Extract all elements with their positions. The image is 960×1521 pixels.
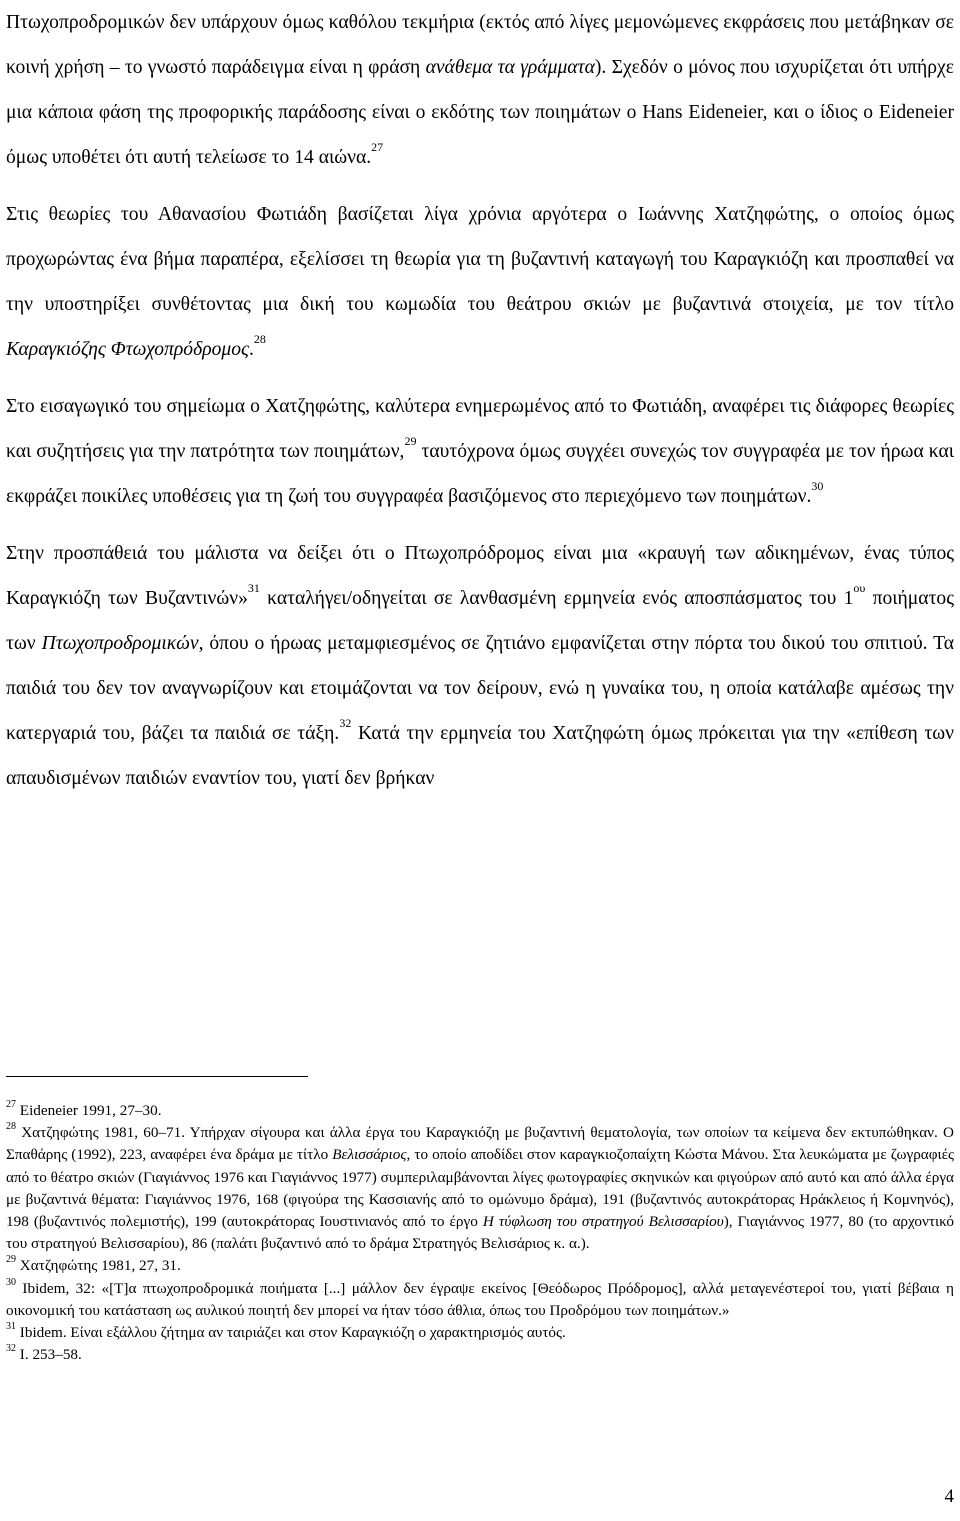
footnote-separator: [6, 1076, 308, 1077]
footnote-ref[interactable]: 29: [404, 434, 417, 449]
italic-title: Καραγκιόζης Φτωχοπρόδρομος: [6, 339, 249, 360]
footnote-32: [6, 1344, 954, 1366]
footnote-29: [6, 1255, 954, 1277]
footnote-28: [6, 1122, 954, 1255]
footnote-31: [6, 1322, 954, 1344]
text-run: ποιήματος των: [6, 588, 954, 654]
text-run: καταλήγει/οδηγείται σε λανθασμένη ερμηνεία ενός αποσπάσματος του 1: [259, 588, 854, 609]
text-run: , όπου ο ήρωας μεταμφιεσμένος σε ζητιάνο εμφανίζεται στην πόρτα του δικού του σπιτιού. Τα παιδιά του δεν τον αναγνωρίζουν και ετοιμάζονται να τον δείρουν, ενώ η γυναίκα του, η οποία κατάλαβε αμέσως την κατεργαριά του, βάζει τα παιδιά σε τάξη.: [6, 633, 954, 744]
text-run: ). Σχεδόν ο μόνος που ισχυρίζεται ότι υπήρχε μια κάποια φάση της προφορικής παράδοσης είναι ο εκδότης των ποιημάτων ο Hans Eideneier, και ο ίδιος ο Eideneier όμως υποθέτει ότι αυτή τελείωσε το 14 αιώνα.: [6, 57, 954, 168]
page-number: 4: [944, 1486, 954, 1507]
text-run: Πτωχοπροδρομικών δεν υπάρχουν όμως καθόλου τεκμήρια (εκτός από λίγες μεμονώμενες εκφράσεις που μετάβηκαν σε κοινή χρήση – το γνωστό παράδειγμα είναι η φράση: [6, 12, 954, 78]
text-run: Στο εισαγωγικό του σημείωμα ο Χατζηφώτης, καλύτερα ενημερωμένος από το Φωτιάδη, αναφέρει τις διάφορες θεωρίες και συζητήσεις για την πατρότητα των ποιημάτων,: [6, 396, 954, 462]
paragraph-3: [6, 384, 954, 519]
italic-title: Πτωχοπροδρομικών: [41, 633, 199, 654]
footnote-text: Eideneier 1991, 27–30.: [16, 1102, 162, 1119]
footnote-number: 32: [6, 1343, 16, 1355]
footnote-ref[interactable]: 31: [247, 581, 260, 596]
footnotes: [6, 1100, 954, 1366]
text-run: .: [249, 339, 254, 360]
footnote-ref[interactable]: 28: [253, 332, 266, 347]
footnote-ref[interactable]: 30: [811, 479, 824, 494]
footnote-ref[interactable]: 27: [371, 140, 384, 155]
footnote-number: 28: [6, 1121, 16, 1133]
paragraph-1: [6, 0, 954, 180]
footnote-number: 30: [6, 1276, 16, 1288]
footnote-number: 27: [6, 1098, 16, 1110]
paragraph-4: [6, 531, 954, 801]
footnote-ref[interactable]: 32: [339, 716, 352, 731]
document-page: [6, 0, 954, 1521]
main-text: [6, 0, 954, 801]
text-run: ταυτόχρονα όμως συγχέει συνεχώς τον συγγραφέα με τον ήρωα και εκφράζει ποικίλες υποθέσεις για τη ζωή του συγγραφέα βασιζόμενος στο περιεχόμενο των ποιημάτων.: [6, 441, 954, 507]
footnote-text: , το οποίο αποδίδει στον καραγκιοζοπαίχτη Κώστα Μάνου. Στα λευκώματα με ζωγραφιές από το θέατρο σκιών (Γιαγιάννος 1976 και Γιαγιάννος 1977) συμπεριλαμβάνονται λίγες φωτογραφίες σκηνικών και φιγούρων από αυτό και από άλλα έργα με βυζαντινά θέματα: Γιαγιάννος 1976, 168 (φιγούρα της Κασσιανής από το ομώνυμο δράμα), 191 (βυζαντινός αυτοκράτορας Ηράκλειος ή Κομνηνός), 198 (βυζαντινός πολεμιστής), 199 (αυτοκράτορας Ιουστινιανός από το έργο: [6, 1146, 954, 1231]
footnote-text: Ibidem. Είναι εξάλλου ζήτημα αν ταιριάζει και στον Καραγκιόζη ο χαρακτηρισμός αυτός.: [16, 1324, 566, 1342]
footnote-text: Χατζηφώτης 1981, 60–71. Υπήρχαν σίγουρα και άλλα έργα του Καραγκιόζη με βυζαντινή θεματολογία, των οποίων τα κείμενα δεν εκτυπώθηκαν. Ο Σπαθάρης (1992), 223, αναφέρει ένα δράμα με τίτλο: [6, 1124, 954, 1164]
text-run: Στην προσπάθειά του μάλιστα να δείξει ότι ο Πτωχοπρόδρομος είναι μια «κραυγή των αδικημένων, ένας τύπος Καραγκιόζη των Βυζαντινών»: [6, 543, 954, 609]
footnote-27: [6, 1100, 954, 1122]
italic-phrase: ανάθεμα τα γράμματα: [425, 57, 595, 78]
italic-title: Η τύφλωση του στρατηγού Βελισσαρίου: [482, 1213, 724, 1231]
footnote-number: 31: [6, 1320, 16, 1332]
footnote-30: [6, 1278, 954, 1322]
footnote-text: I. 253–58.: [16, 1346, 82, 1364]
footnote-number: 29: [6, 1254, 16, 1266]
text-run: Κατά την ερμηνεία του Χατζηφώτη όμως πρόκειται για την «επίθεση των απαυδισμένων παιδιών εναντίον του, γιατί δεν βρήκαν: [6, 723, 954, 789]
ordinal-superscript: ου: [853, 581, 866, 596]
footnote-text: Χατζηφώτης 1981, 27, 31.: [16, 1257, 181, 1275]
italic-title: Βελισσάριος: [332, 1146, 407, 1164]
footnote-text: Ibidem, 32: «[Τ]α πτωχοπροδρομικά ποιήματα [...] μάλλον δεν έγραψε εκείνος [Θεόδωρος Πρόδρομος], αλλά μεταγενέστεροί του, γιατί βέβαια η οικονομική του κατάσταση ως αυλικού ποιητή δεν μπορεί να ήταν τόσο άθλια, όπως του Προδρόμου των ποιημάτων.»: [6, 1279, 954, 1319]
footnote-text: ), Γιαγιάννος 1977, 80 (το αρχοντικό του στρατηγού Βελισσαρίου), 86 (παλάτι βυζαντινό από το δράμα Στρατηγός Βελισάριος κ. α.).: [6, 1213, 954, 1253]
paragraph-2: [6, 192, 954, 372]
text-run: Στις θεωρίες του Αθανασίου Φωτιάδη βασίζεται λίγα χρόνια αργότερα ο Ιωάννης Χατζηφώτης, ο οποίος όμως προχωρώντας ένα βήμα παραπέρα, εξελίσσει τη θεωρία για τη βυζαντινή καταγωγή του Καραγκιόζη και προσπαθεί να την υποστηρίξει συνθέτοντας μια δική του κωμωδία του θεάτρου σκιών με βυζαντινά στοιχεία, με τον τίτλο: [6, 204, 954, 315]
